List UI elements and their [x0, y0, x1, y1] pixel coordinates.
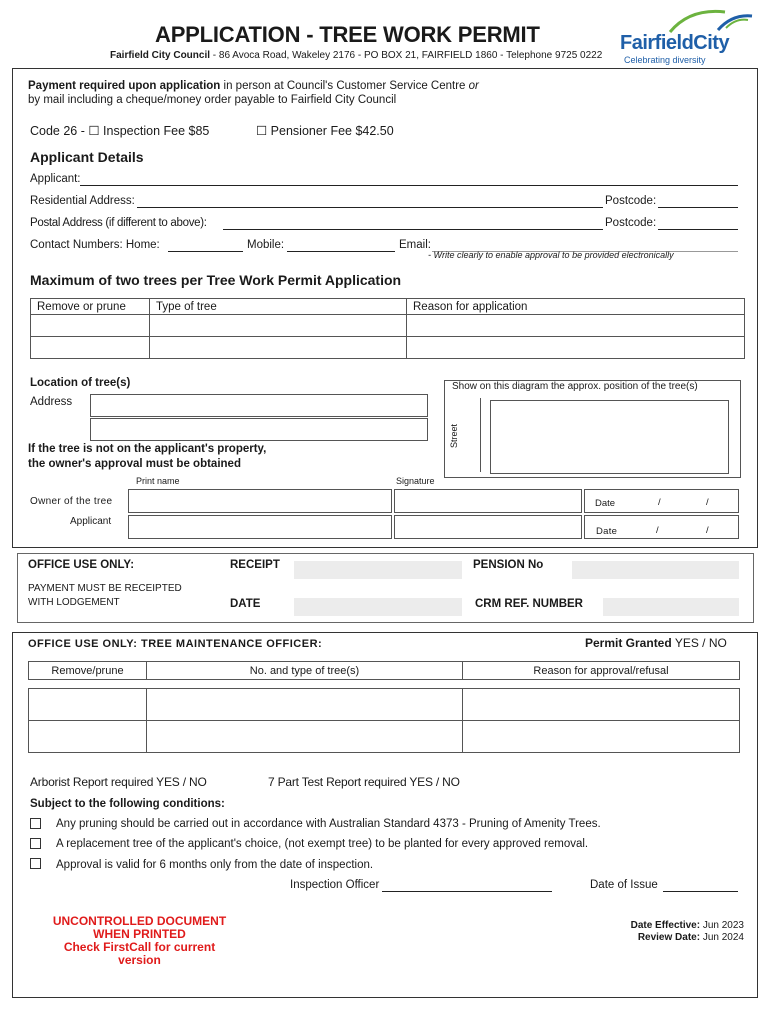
condition-checkbox-1[interactable] — [30, 818, 41, 829]
owner-print-name-field[interactable] — [128, 489, 392, 513]
crm-label: CRM REF. NUMBER — [475, 598, 583, 610]
location-address-field-2[interactable] — [90, 418, 428, 441]
applicant-field[interactable] — [80, 184, 738, 186]
applicant-details-heading: Applicant Details — [30, 149, 144, 165]
location-heading: Location of tree(s) — [30, 377, 131, 389]
print-name-label: Print name — [136, 476, 180, 486]
applicant-sign-label: Applicant — [70, 516, 112, 527]
not-property-line-1: If the tree is not on the applicant's property, — [28, 443, 267, 455]
payment-receipted-line-1: PAYMENT MUST BE RECEIPTED — [28, 583, 182, 594]
logo-tagline: Celebrating diversity — [624, 55, 706, 65]
date-field[interactable] — [294, 598, 462, 616]
payment-line-2: by mail including a cheque/money order payable to Fairfield City Council — [28, 94, 397, 106]
uncontrolled-line-1: UNCONTROLLED DOCUMENT — [52, 914, 227, 928]
arborist-report[interactable]: Arborist Report required YES / NO — [30, 775, 207, 789]
uncontrolled-document-notice — [42, 915, 237, 967]
permit-granted[interactable] — [585, 636, 727, 650]
date-of-issue-field[interactable] — [663, 890, 738, 892]
col-no-type: No. and type of tree(s) — [147, 662, 463, 680]
address-label: Address — [30, 396, 73, 408]
email-note: - Write clearly to enable approval to be provided electronically — [428, 250, 674, 260]
receipt-label: RECEIPT — [230, 559, 280, 571]
trees-table-header — [31, 299, 745, 315]
applicant-date-label: Date — [596, 526, 618, 537]
applicant-signature-field[interactable] — [394, 515, 582, 539]
street-label: Street — [449, 423, 459, 448]
home-phone-field[interactable] — [168, 250, 243, 252]
approval-table-header — [29, 662, 740, 680]
owner-label: Owner of the tree — [30, 496, 113, 507]
fairfield-logo — [620, 6, 755, 66]
applicant-date-slash-2: / — [706, 525, 709, 536]
tree-officer-title: OFFICE USE ONLY: TREE MAINTENANCE OFFICER: — [28, 638, 323, 650]
council-name: Fairfield City Council — [110, 50, 211, 61]
trees-table — [30, 298, 745, 359]
col-type-of-tree: Type of tree — [150, 299, 407, 315]
inspection-officer-label: Inspection Officer — [290, 879, 380, 891]
condition-1: Any pruning should be carried out in accordance with Australian Standard 4373 - Pruning of Amenity Trees. — [56, 818, 601, 830]
col-remove-prune: Remove/prune — [29, 662, 147, 680]
trees-heading: Maximum of two trees per Tree Work Permit Application — [30, 272, 402, 288]
permit-granted-yes-no: YES / NO — [674, 636, 727, 650]
date-effective-label: Date Effective: — [630, 920, 701, 931]
pension-field[interactable] — [572, 561, 739, 579]
table-row[interactable] — [31, 315, 745, 337]
col-reason: Reason for application — [407, 299, 745, 315]
owner-date-label: Date — [595, 498, 616, 509]
council-address-line — [110, 50, 602, 61]
approval-table — [28, 661, 740, 753]
receipt-field[interactable] — [294, 561, 462, 579]
payment-or: or — [468, 80, 479, 92]
postal-label: Postal Address (if different to above): — [30, 217, 207, 229]
not-property-line-2: the owner's approval must be obtained — [28, 458, 241, 470]
payment-required: Payment required upon application — [28, 80, 221, 92]
location-address-field-1[interactable] — [90, 394, 428, 417]
part-test-report[interactable]: 7 Part Test Report required YES / NO — [268, 775, 460, 789]
email-label: Email: — [399, 239, 431, 251]
owner-signature-field[interactable] — [394, 489, 582, 513]
crm-field[interactable] — [603, 598, 739, 616]
inspection-officer-field[interactable] — [382, 890, 552, 892]
property-diagram-box[interactable] — [490, 400, 729, 474]
payment-receipted-line-2: WITH LODGEMENT — [28, 597, 120, 608]
applicant-print-name-field[interactable] — [128, 515, 392, 539]
date-label: DATE — [230, 598, 261, 610]
postcode-label: Postcode: — [605, 195, 657, 207]
uncontrolled-line-2: WHEN PRINTED — [93, 927, 186, 941]
pension-label: PENSION No — [473, 559, 544, 571]
owner-date-slash-2: / — [706, 497, 709, 508]
col-remove-or-prune: Remove or prune — [31, 299, 150, 315]
applicant-label: Applicant: — [30, 173, 81, 185]
contact-home-label: Contact Numbers: Home: — [30, 239, 160, 251]
owner-date-slash-1: / — [658, 497, 661, 508]
logo-text: FairfieldCity — [620, 32, 730, 54]
condition-checkbox-3[interactable] — [30, 858, 41, 869]
street-line — [480, 398, 481, 472]
date-of-issue-label: Date of Issue — [590, 879, 658, 891]
pensioner-fee-checkbox[interactable]: ☐ Pensioner Fee $42.50 — [256, 124, 394, 138]
page-title: APPLICATION - TREE WORK PERMIT — [155, 22, 540, 47]
postal-postcode-field[interactable] — [658, 228, 738, 230]
date-effective-value: Jun 2023 — [700, 920, 744, 931]
postal-field[interactable] — [223, 228, 603, 230]
review-date-label: Review Date: — [637, 932, 701, 943]
col-approval-reason: Reason for approval/refusal — [463, 662, 740, 680]
document-dates — [631, 920, 744, 944]
uncontrolled-line-3: Check FirstCall for current — [63, 940, 216, 954]
review-date-value: Jun 2024 — [700, 932, 744, 943]
office-use-title: OFFICE USE ONLY: — [28, 559, 135, 571]
payment-line-1 — [28, 80, 479, 92]
condition-2: A replacement tree of the applicant's choice, (not exempt tree) to be planted for every approved removal. — [56, 838, 589, 850]
table-row[interactable] — [31, 337, 745, 359]
diagram-label: Show on this diagram the approx. position of the tree(s) — [452, 381, 698, 392]
condition-3: Approval is valid for 6 months only from the date of inspection. — [56, 859, 374, 871]
review-date — [631, 932, 744, 944]
mobile-label: Mobile: — [247, 239, 285, 251]
applicant-date-slash-1: / — [656, 525, 659, 536]
table-row[interactable] — [29, 689, 740, 721]
payment-rest: in person at Council's Customer Service Centre — [220, 80, 469, 92]
permit-granted-label: Permit Granted — [585, 636, 672, 650]
mobile-field[interactable] — [287, 250, 395, 252]
table-row[interactable] — [29, 721, 740, 753]
postal-postcode-label: Postcode: — [605, 217, 657, 229]
date-effective — [631, 920, 744, 932]
inspection-fee-checkbox[interactable]: Code 26 - ☐ Inspection Fee $85 — [30, 124, 210, 138]
table-spacer-row — [29, 680, 740, 689]
council-details: - 86 Avoca Road, Wakeley 2176 - PO BOX 21, FAIRFIELD 1860 - Telephone 9725 0222 — [210, 50, 603, 61]
residential-field[interactable] — [137, 206, 603, 208]
condition-checkbox-2[interactable] — [30, 838, 41, 849]
conditions-heading: Subject to the following conditions: — [30, 798, 225, 810]
residential-label: Residential Address: — [30, 195, 135, 207]
residential-postcode-field[interactable] — [658, 206, 738, 208]
uncontrolled-line-4: version — [118, 953, 161, 967]
signature-label: Signature — [396, 476, 435, 486]
